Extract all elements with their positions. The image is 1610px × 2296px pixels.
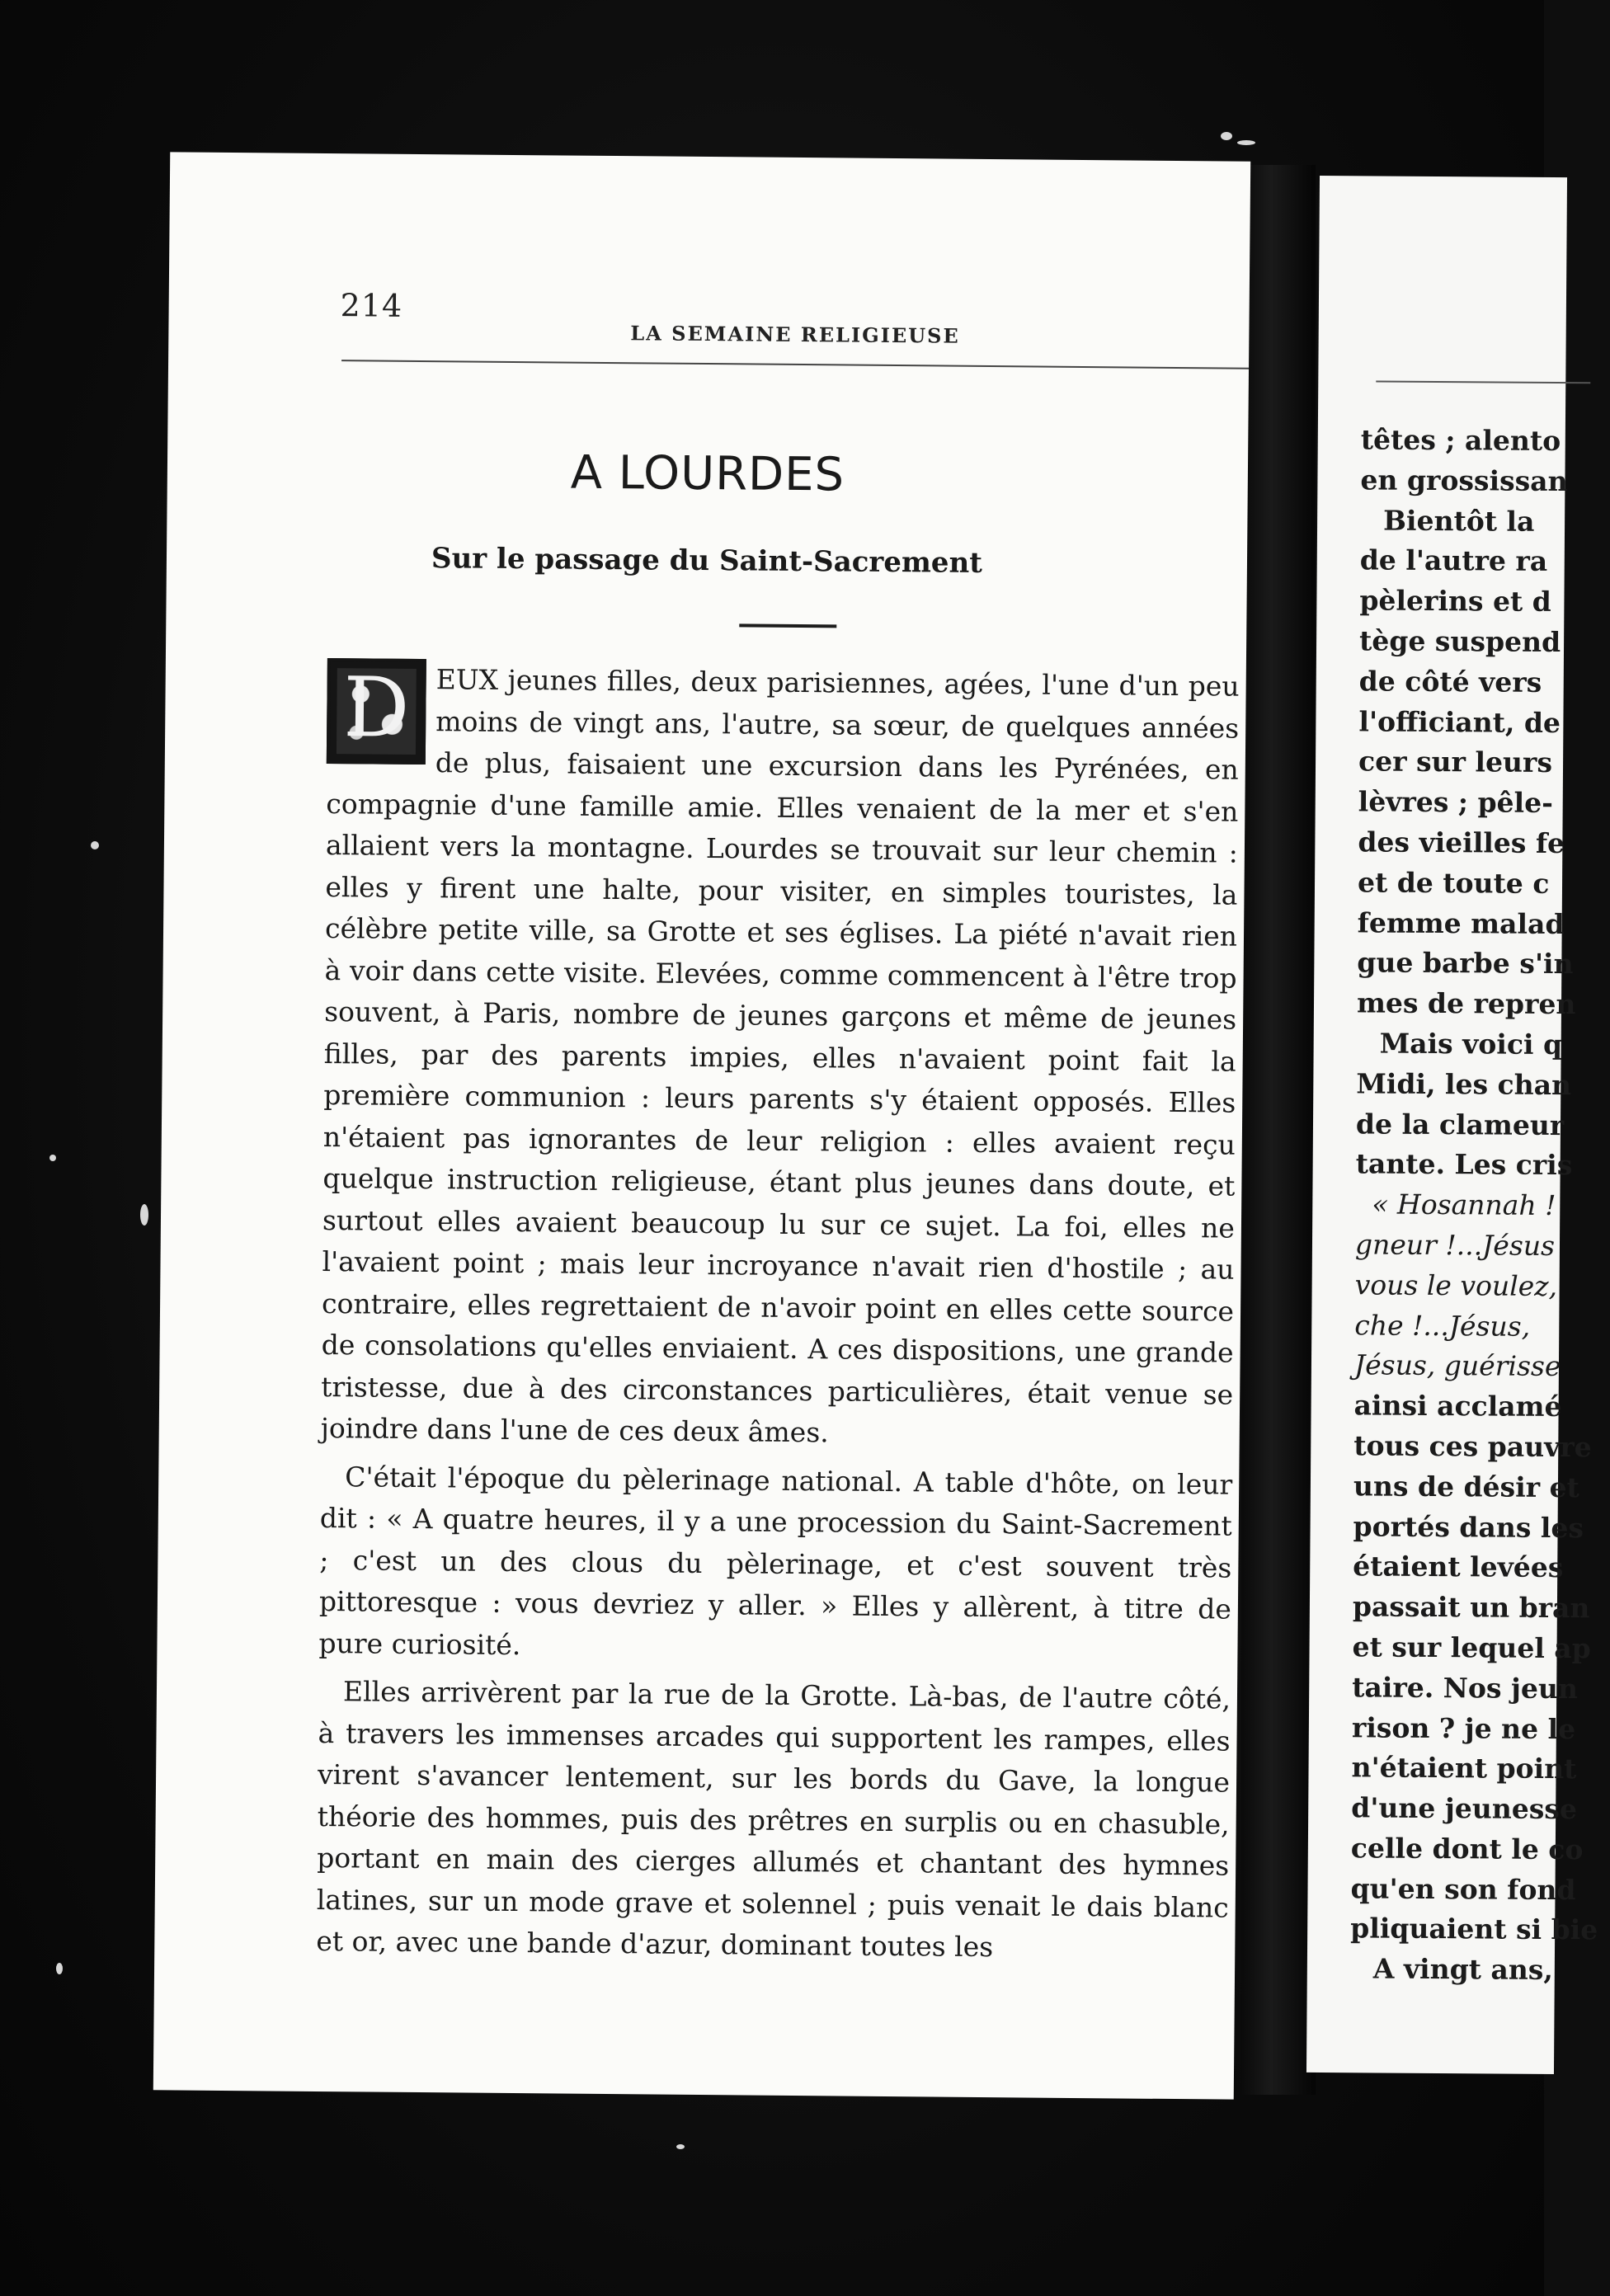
- right-line: vous le voulez,: [1354, 1268, 1558, 1302]
- right-line: étaient levées: [1353, 1550, 1564, 1584]
- book-gutter: [1241, 165, 1316, 2095]
- article-subtitle: Sur le passage du Saint-Sacrement: [431, 542, 983, 580]
- right-line: têtes ; alento: [1360, 423, 1561, 458]
- right-line: et de toute c: [1357, 866, 1550, 900]
- right-line: tous ces pauvre: [1353, 1429, 1592, 1464]
- right-line: en grossissan: [1360, 463, 1568, 497]
- right-line: n'étaient point: [1351, 1751, 1577, 1786]
- title-rule: [739, 623, 836, 628]
- right-line: de la clameur: [1355, 1107, 1565, 1141]
- right-line: mes de repren: [1356, 986, 1576, 1021]
- dropcap-letter: D: [342, 659, 411, 756]
- right-line: et sur lequel ap: [1352, 1630, 1591, 1665]
- right-page: [1306, 176, 1598, 2074]
- paragraph-1: EUX jeunes filles, deux parisiennes, agées, l'une d'un peu moins de vingt ans, l'autre, sa sœur, de quelques années de plus, faisaient une excursion dans les Pyrénées, en compagnie d'une famille amie. Elles venaient de la mer et s'en allaient vers la montagne. Lourdes se trouvait sur leur chemin : elles y firent une halte, pour visiter, en simples touristes, la célèbre petite ville, sa Grotte et ses églises. La piété n'avait rien à voir dans cette visite. Elevées, comme commencent à l'être trop souvent, à Paris, nombre de jeunes garçons et même de jeunes filles, par des parents impies, elles n'avaient point fait la première communion : leurs parents s'y étaient opposés. Elles n'étaient pas ignorantes de leur religion : elles avaient reçu quelque instruction religieuse, étant plus jeunes dans doute, et surtout elles avaient beaucoup lu sur ce sujet. La foi, elles ne l'avaient point ; mais leur incroyance n'avait rien d'hostile ; au contraire, elles regrettaient de n'avoir point en elles cette source de consolations qu'elles enviaient. A ces dispositions, une grande tristesse, due à des circonstances particulières, était venue se joindre dans l'une de ces deux âmes.: [320, 663, 1240, 1449]
- right-line: « Hosannah !: [1372, 1188, 1556, 1222]
- right-line: uns de désir et: [1353, 1470, 1579, 1503]
- right-line: Bientôt la: [1382, 504, 1535, 538]
- ornamental-dropcap: [327, 658, 426, 765]
- right-line: gue barbe s'in: [1357, 946, 1574, 981]
- article-body: [316, 658, 1240, 1977]
- header-rule: [341, 360, 1249, 369]
- dust-speck: [1237, 140, 1255, 145]
- dust-speck: [56, 1963, 63, 1974]
- right-line: tante. Les cris: [1355, 1147, 1573, 1182]
- right-line: qu'en son fond: [1350, 1871, 1576, 1906]
- right-line: portés dans les: [1353, 1509, 1584, 1544]
- right-header-rule: [1376, 380, 1590, 383]
- right-line: pliquaient si bie: [1350, 1912, 1598, 1946]
- dust-speck: [91, 841, 99, 849]
- right-line: de l'autre ra: [1359, 543, 1548, 578]
- dust-speck: [140, 1204, 148, 1226]
- dust-speck: [676, 2144, 685, 2149]
- right-line: l'officiant, de: [1358, 704, 1561, 739]
- right-line: Mais voici q: [1379, 1027, 1563, 1061]
- page-number: 214: [340, 287, 403, 324]
- right-page-text: [1350, 420, 1598, 1991]
- right-line: ainsi acclamé: [1353, 1389, 1562, 1423]
- right-line: de côté vers: [1358, 665, 1542, 699]
- right-line: d'une jeunesse: [1351, 1791, 1578, 1826]
- left-page: [153, 152, 1250, 2099]
- dust-speck: [1221, 132, 1232, 140]
- paragraph-2: C'était l'époque du pèlerinage national. A table d'hôte, on leur dit : « A quatre heures, il y a une procession du Saint-Sacrement ; c'est un des clous du pèlerinage, et c'est souvent très pittoresque : vous devriez y aller. » Elles y allèrent, à titre de pure curiosité.: [318, 1460, 1233, 1661]
- right-line: gneur !...Jésus: [1354, 1228, 1556, 1262]
- right-line: taire. Nos jeun: [1352, 1671, 1579, 1705]
- article-title: A LOURDES: [570, 445, 845, 502]
- right-line: lèvres ; pêle-: [1358, 785, 1553, 820]
- right-line: passait un bran: [1352, 1590, 1590, 1625]
- running-head: LA SEMAINE RELIGIEUSE: [630, 321, 960, 348]
- right-line: tège suspend: [1358, 624, 1561, 659]
- right-line: Jésus, guérisse: [1353, 1348, 1561, 1383]
- paragraph-3: Elles arrivèrent par la rue de la Grotte. Là-bas, de l'autre côté, à travers les immenses arcades qui supportent les rampes, elles virent s'avancer lentement, sur les bords du Gave, la longue théorie des hommes, puis des prêtres en surplis ou en chasuble, portant en main des cierges allumés et chantant des hymnes latines, sur un mode grave et solennel ; puis venait le dais blanc et or, avec une bande d'azur, dominant toutes les: [316, 1675, 1231, 1964]
- right-line: celle dont le co: [1350, 1832, 1584, 1866]
- right-line: pèlerins et d: [1359, 584, 1551, 619]
- right-line: A vingt ans,: [1372, 1952, 1554, 1987]
- right-line: cer sur leurs: [1358, 745, 1553, 779]
- right-line: femme malad: [1357, 906, 1565, 940]
- right-line: Midi, les chan: [1356, 1067, 1572, 1101]
- right-line: des vieilles fe: [1358, 826, 1565, 860]
- right-line: rison ? je ne le: [1351, 1710, 1576, 1745]
- right-line: che !...Jésus,: [1354, 1308, 1531, 1343]
- dust-speck: [49, 1155, 56, 1161]
